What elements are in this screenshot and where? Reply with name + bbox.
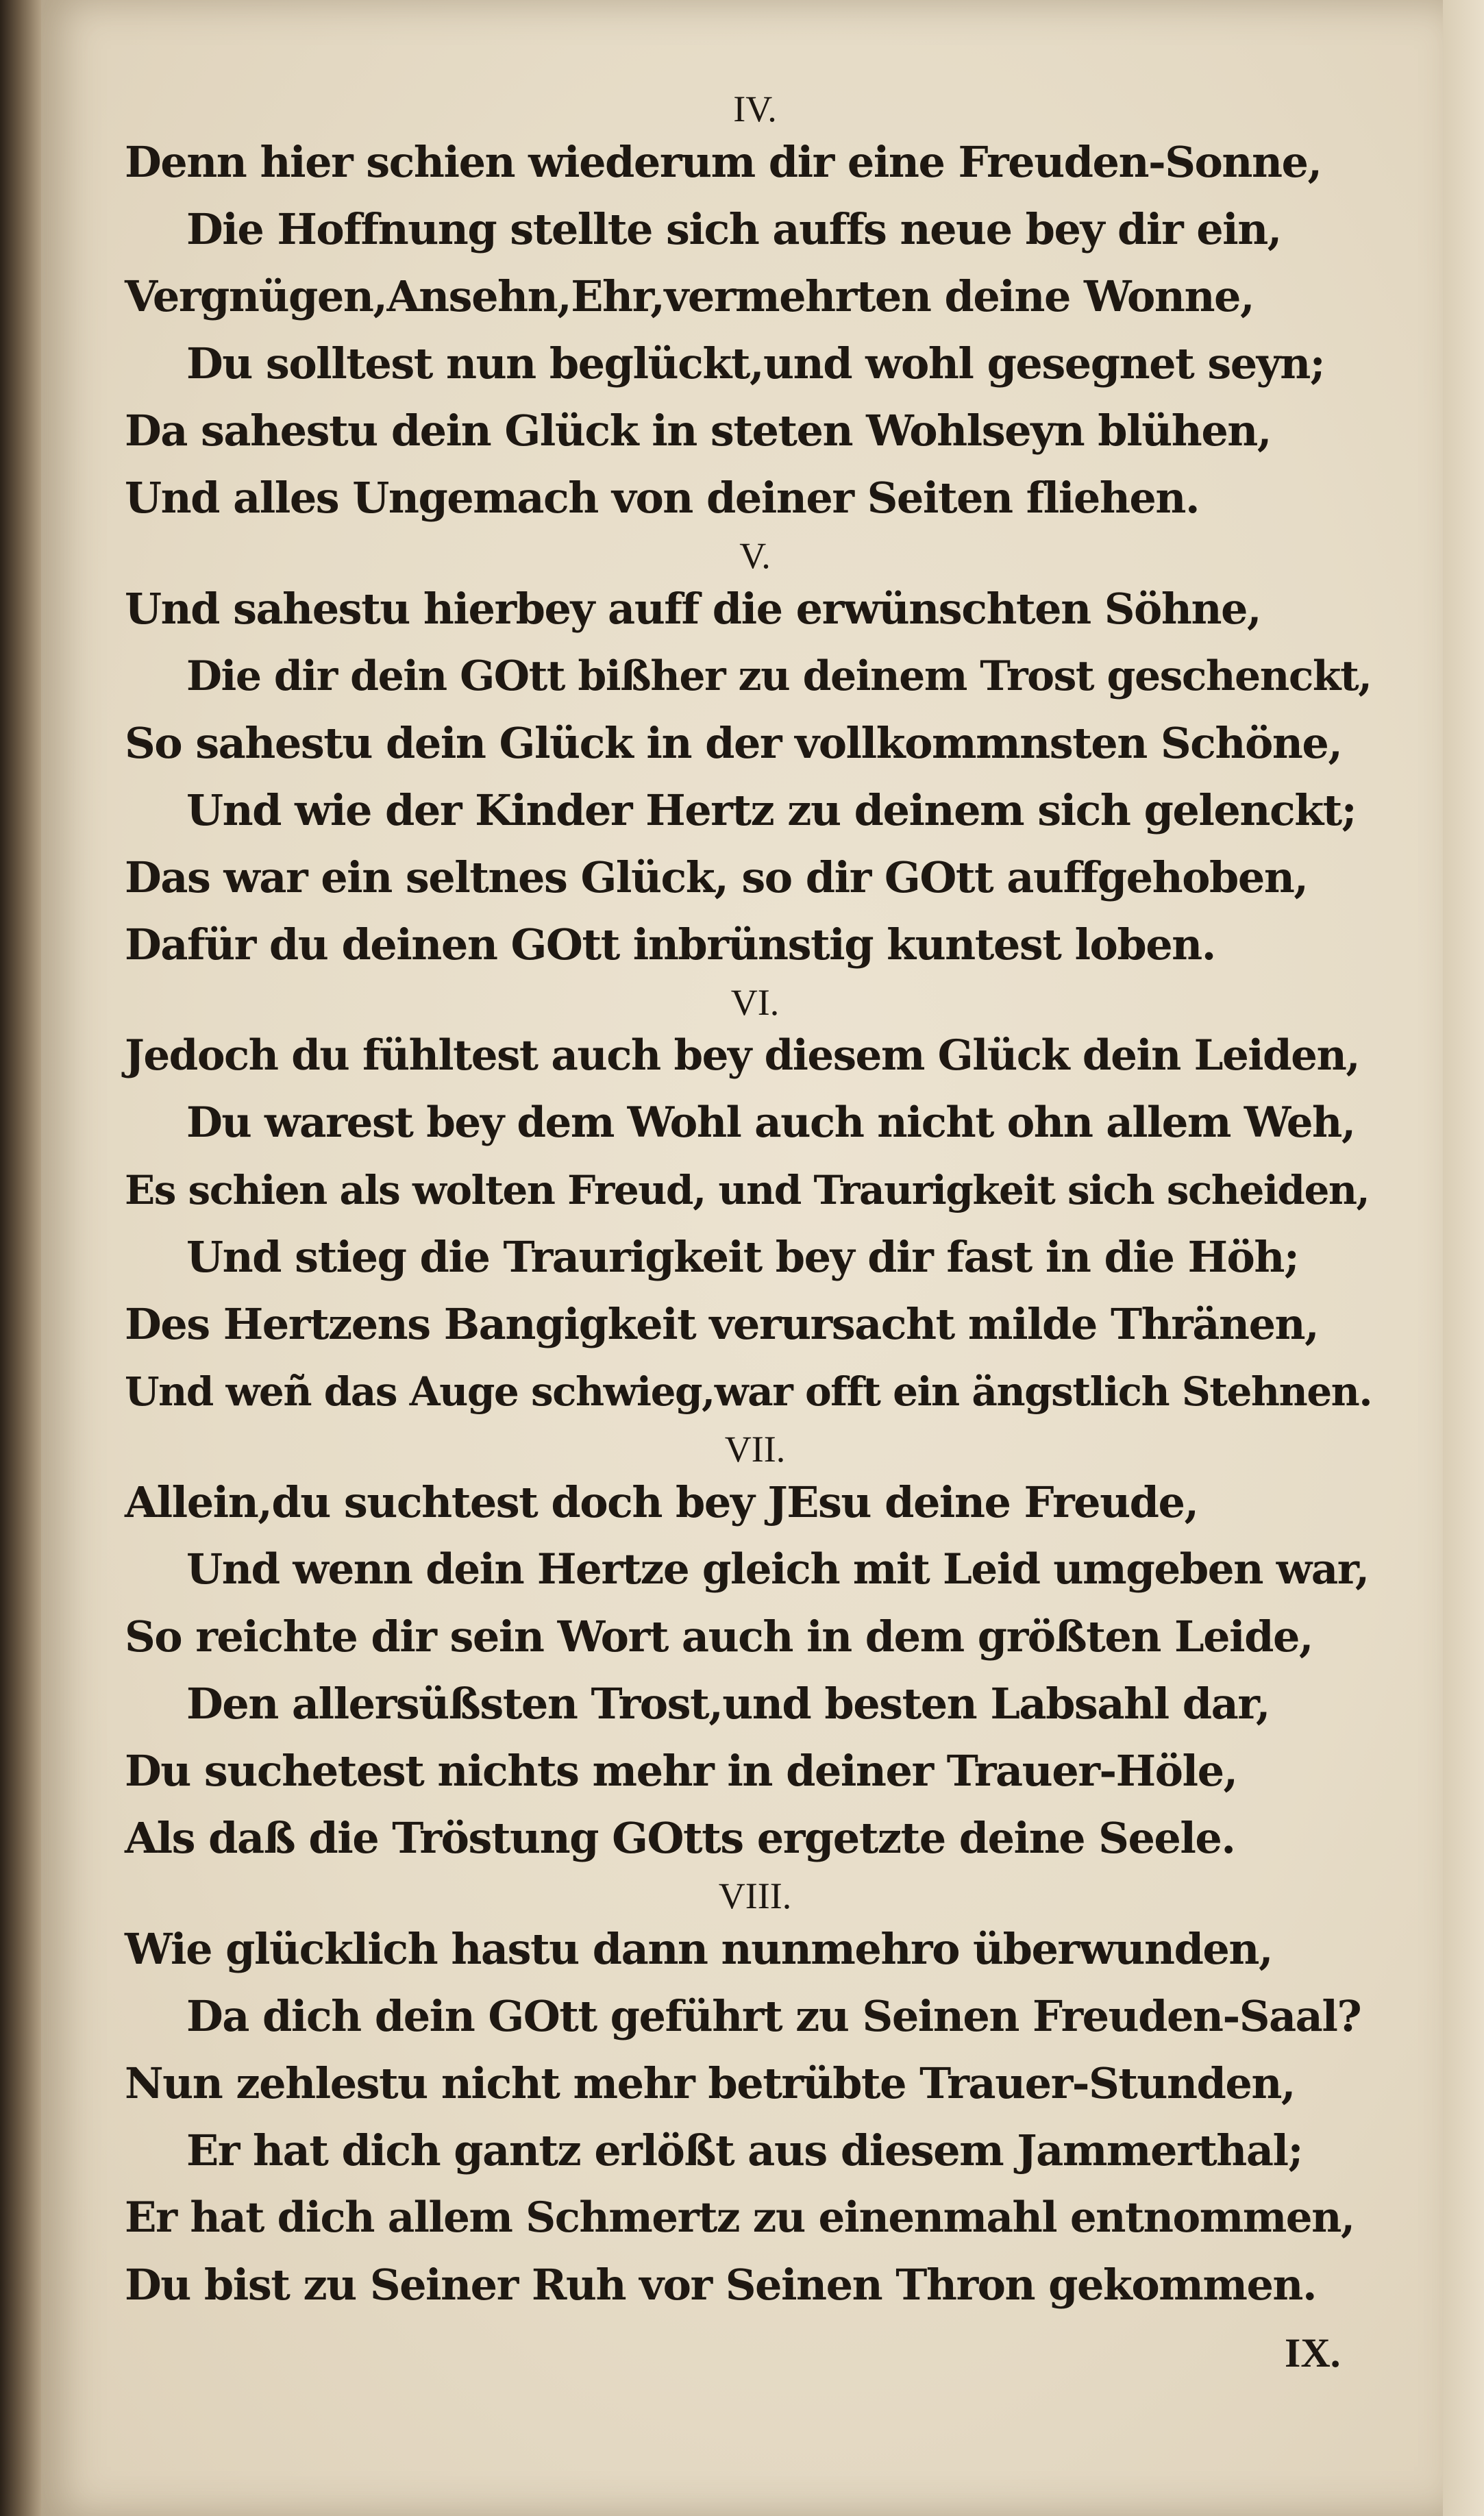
stanza-numeral: V.	[739, 535, 771, 576]
stanza-numeral: VI.	[730, 982, 780, 1023]
verse-line: Er hat dich gantz erlößt aus diesem Jammerthal;	[186, 2125, 1302, 2175]
verse-line: Und stieg die Traurigkeit bey dir fast in die Höh;	[186, 1232, 1299, 1282]
verse-line: So sahestu dein Glück in der vollkommnsten Schöne,	[125, 718, 1342, 768]
verse-line: Nun zehlestu nicht mehr betrübte Trauer-Stunden,	[125, 2058, 1296, 2108]
verse-line: Allein,du suchtest doch bey JEsu deine Freude,	[125, 1477, 1198, 1527]
verse-line: Und sahestu hierbey auff die erwünschten Söhne,	[125, 584, 1261, 634]
verse-line: So reichte dir sein Wort auch in dem größten Leide,	[125, 1612, 1313, 1662]
verse-line: Den allersüßsten Trost,und besten Labsahl dar,	[186, 1679, 1270, 1729]
stanza-numeral: VII.	[724, 1429, 786, 1470]
verse-line: Wie glücklich hastu dann nunmehro überwunden,	[125, 1924, 1273, 1974]
book-page	[41, 0, 1443, 2516]
stanza-v	[125, 536, 1372, 983]
verse-line: Jedoch du fühltest auch bey diesem Glück dein Leiden,	[125, 1031, 1360, 1080]
verse-line: Und weñ das Auge schwieg,war offt ein ängstlich Stehnen.	[125, 1368, 1372, 1415]
verse-line: Das war ein seltnes Glück, so dir GOtt auffgehoben,	[125, 852, 1308, 902]
verse-line: Als daß die Tröstung GOtts ergetzte deine Seele.	[125, 1813, 1235, 1863]
verse-line: Des Hertzens Bangigkeit verursacht milde Thränen,	[125, 1299, 1319, 1349]
stanza-vi	[125, 983, 1372, 1429]
catchword: IX.	[1285, 2330, 1341, 2376]
verse-line: Da sahestu dein Glück in steten Wohlseyn blühen,	[125, 406, 1271, 456]
stanza-iv	[125, 89, 1372, 536]
verse-line: Du suchetest nichts mehr in deiner Trauer-Höle,	[125, 1746, 1237, 1796]
verse-line: Und wenn dein Hertze gleich mit Leid umgeben war,	[186, 1545, 1369, 1594]
verse-line: Du bist zu Seiner Ruh vor Seinen Thron gekommen.	[125, 2260, 1317, 2310]
stanza-vii	[125, 1429, 1372, 1876]
verse-line: Denn hier schien wiederum dir eine Freuden-Sonne,	[125, 137, 1322, 187]
verse-line: Die Hoffnung stellte sich auffs neue bey dir ein,	[186, 204, 1281, 254]
verse-line: Er hat dich allem Schmertz zu einenmahl entnommen,	[125, 2193, 1355, 2242]
verse-line: Und wie der Kinder Hertz zu deinem sich gelenckt;	[186, 785, 1357, 835]
verse-line: Die dir dein GOtt bißher zu deinem Trost geschenckt,	[186, 652, 1372, 700]
verse-line: Vergnügen,Ansehn,Ehr,vermehrten deine Wonne,	[125, 271, 1254, 321]
verse-line: Und alles Ungemach von deiner Seiten fliehen.	[125, 473, 1200, 523]
stanza-numeral: VIII.	[718, 1875, 792, 1916]
verse-line: Du warest bey dem Wohl auch nicht ohn allem Weh,	[186, 1098, 1355, 1147]
verse-line: Es schien als wolten Freud, und Traurigkeit sich scheiden,	[125, 1167, 1370, 1213]
stanza-viii	[125, 1876, 1372, 2323]
adjacent-page-edge	[1443, 0, 1484, 2516]
verse-line: Da dich dein GOtt geführt zu Seinen Freuden-Saal?	[186, 1991, 1361, 2041]
verse-line: Du solltest nun beglückt,und wohl gesegnet seyn;	[186, 338, 1325, 388]
stanza-numeral: IV.	[733, 88, 777, 130]
poem-text	[125, 89, 1372, 2460]
verse-line: Dafür du deinen GOtt inbrünstig kuntest loben.	[125, 920, 1215, 970]
